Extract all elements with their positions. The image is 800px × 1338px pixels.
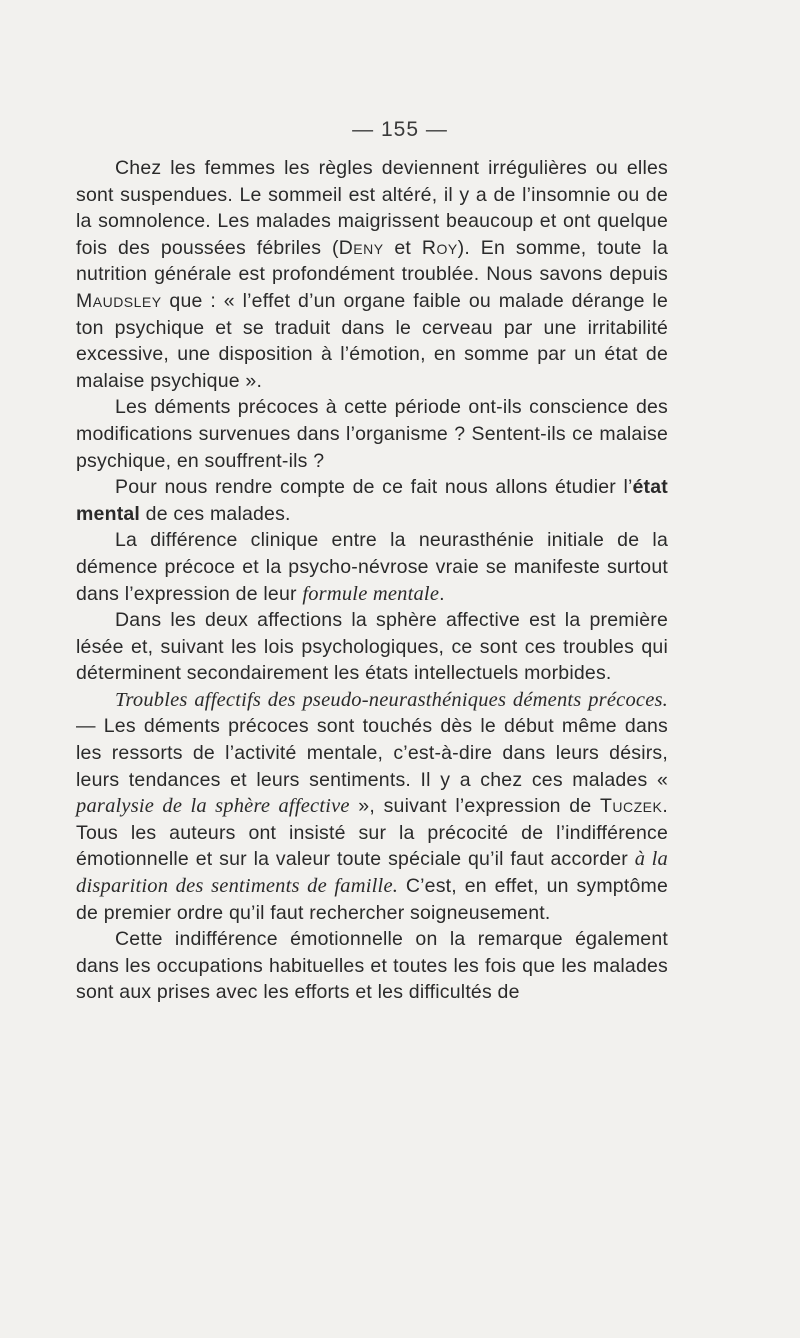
text-run: et: [383, 236, 422, 259]
text-run: C’est, en effet, un symptôme de premier ordre qu’il faut rechercher soigneusement.: [76, 875, 669, 924]
text-run: de ces malades.: [140, 502, 291, 525]
italic-term: formule mentale: [302, 582, 440, 605]
text-run: La différence clinique entre la neurasthénie initiale de la démence précoce et la psycho-névrose vraie se manifeste surtout dans l’expression de leur: [76, 529, 668, 605]
paragraph-1: [76, 155, 668, 394]
body-text: [76, 155, 668, 1006]
text-run: Chez les femmes les règles deviennent irrégulières ou elles sont suspendues. Le sommeil est altéré, il y a de l’insomnie ou de la somnolence. Les malades maigrissent beaucoup et ont quelque fois des poussées fébriles (: [76, 157, 668, 259]
paragraph-5: Dans les deux affections la sphère affective est la première lésée et, suivant les lois psychologiques, ce sont ces troubles qui déterminent secondairement les états intellectuels morbides.: [76, 609, 668, 685]
author-name: Deny: [338, 236, 384, 259]
page-number: — 155 —: [352, 118, 448, 141]
text-run: », suivant l’expression de: [349, 795, 600, 818]
text-run: — Les déments précoces sont touchés dès le début même dans les ressorts de l’activité mentale, c’est-à-dire dans leurs désirs, leurs tendances et leurs sentiments. Il y a chez ces malades «: [76, 715, 668, 791]
section-heading: Troubles affectifs des pseudo-neurasthéniques déments précoces.: [115, 688, 668, 711]
italic-term: à la disparition des sentiments de famille.: [76, 848, 668, 898]
paragraph-7: Cette indifférence émotionnelle on la remarque également dans les occupations habituelles et toutes les fois que les malades sont aux prises avec les efforts et les difficultés de: [76, 928, 668, 1004]
text-run: que : « l’effet d’un organe faible ou malade dérange le ton psychique et se traduit dans le cerveau par une irritabilité excessive, une disposition à l’émotion, en somme par un état de malaise psychique ».: [76, 289, 668, 392]
paragraph-6: [76, 687, 668, 926]
text-run: Pour nous rendre compte de ce fait nous allons étudier l’: [115, 476, 633, 499]
author-name: Tuczek: [600, 795, 663, 818]
paragraph-4: [76, 527, 668, 607]
text-run: . Tous les auteurs ont insisté sur la précocité de l’indifférence émotionnelle et sur la valeur toute spéciale qu’il faut accorder: [76, 795, 668, 871]
text-run: ). En somme, toute la nutrition générale est profondément troublée. Nous savons depuis: [76, 236, 668, 286]
paragraph-3: [76, 474, 668, 527]
author-name: Roy: [421, 236, 458, 259]
text-run: .: [439, 582, 445, 605]
paragraph-2: Les déments précoces à cette période ont-ils conscience des modifications survenues dans l’organisme ? Sentent-ils ce malaise psychique, en souffrent-ils ?: [76, 396, 668, 472]
bold-term: état mental: [76, 476, 668, 525]
author-name: Maudsley: [76, 289, 162, 312]
italic-term: paralysie de la sphère affective: [76, 795, 350, 818]
